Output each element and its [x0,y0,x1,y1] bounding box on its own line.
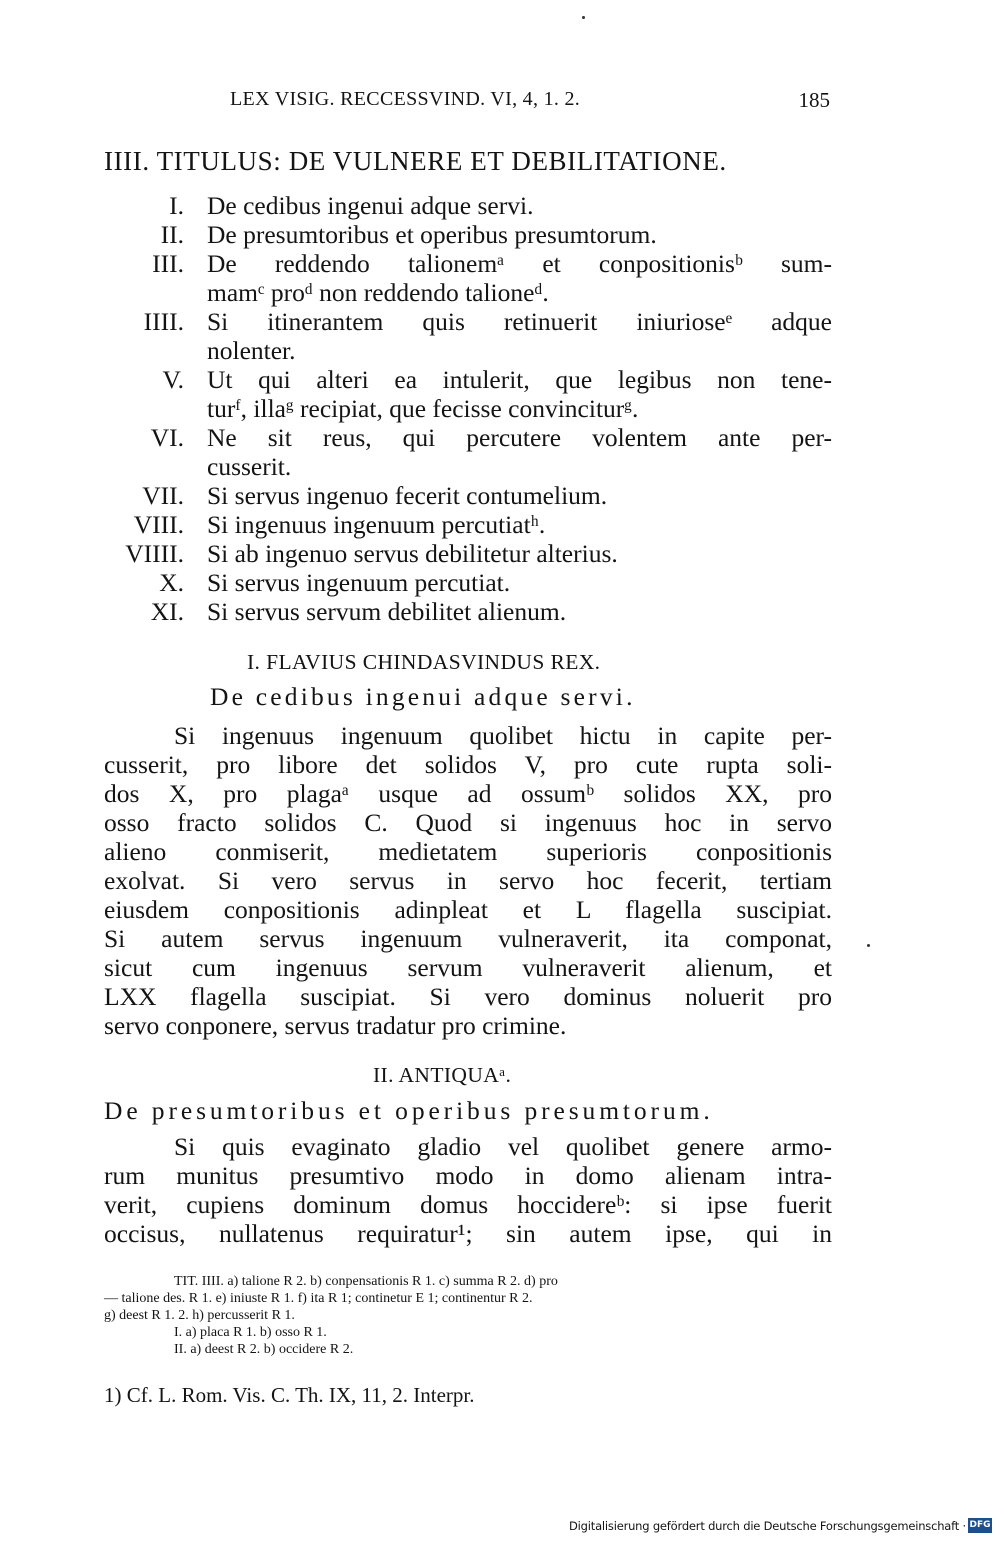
law2-text-line: rum munitus presumtivo modo in domo alienam intra- [104,1161,832,1190]
toc-entry: mamᶜ proᵈ non reddendo talioneᵈ. [207,278,549,307]
toc-entry: De presumtoribus et operibus presumtorum. [207,220,657,249]
toc-numeral: IIII. [143,307,184,336]
toc-entry: Si ingenuus ingenuum percutiatʰ. [207,510,546,539]
law1-text-line: alieno conmiserit, medietatem superioris conpositionis [104,837,832,866]
toc-numeral: III. [152,249,184,278]
ink-speck [867,944,870,947]
page-number: 185 [798,88,830,112]
ink-speck [582,16,585,19]
law1-text-line: dos X, pro plagaᵃ usque ad ossumᵇ solidos XX, pro [104,779,832,808]
law2-text-line: Si quis evaginato gladio vel quolibet genere armo- [174,1132,832,1161]
law1-title: De cedibus ingenui adque servi. [210,682,636,711]
apparatus-line: — talione des. R 1. e) iniuste R 1. f) ita R 1; continetur E 1; continentur R 2. [104,1291,533,1306]
law1-text-line: LXX flagella suscipiat. Si vero dominus noluerit pro [104,982,832,1011]
law1-text-line: Si autem servus ingenuum vulneraverit, ita componat, [104,924,832,953]
toc-numeral: V. [162,365,184,394]
toc-entry: De reddendo talionemᵃ et conpositionisᵇ sum- [207,249,832,278]
toc-entry: Ut qui alteri ea intulerit, que legibus non tene- [207,365,832,394]
toc-entry: De cedibus ingenui adque servi. [207,191,534,220]
apparatus-line: I. a) placa R 1. b) osso R 1. [174,1325,327,1340]
apparatus-line: II. a) deest R 2. b) occidere R 2. [174,1342,354,1357]
toc-entry: Si itinerantem quis retinuerit iniurioseᵉ adque [207,307,832,336]
toc-numeral: VI. [150,423,184,452]
toc-numeral: VII. [142,481,184,510]
law1-text-line: servo conponere, servus tradatur pro crimine. [104,1011,567,1040]
law2-heading: II. ANTIQUAᵃ. [373,1063,512,1087]
title-heading: IIII. TITULUS: DE VULNERE ET DEBILITATIONE. [104,146,727,176]
apparatus-line: TIT. IIII. a) talione R 2. b) conpensationis R 1. c) summa R 2. d) pro [174,1274,558,1289]
law1-text-line: eiusdem conpositionis adinpleat et L flagella suscipiat. [104,895,832,924]
law1-text-line: osso fracto solidos C. Quod si ingenuus hoc in servo [104,808,832,837]
running-head: LEX VISIG. RECCESSVIND. VI, 4, 1. 2. [230,88,581,110]
toc-entry: Ne sit reus, qui percutere volentem ante per- [207,423,832,452]
law1-text-line: Si ingenuus ingenuum quolibet hictu in capite per- [174,721,832,750]
law2-title: De presumtoribus et operibus presumtorum. [104,1096,714,1125]
toc-numeral: X. [159,568,184,597]
toc-entry: Si servus servum debilitet alienum. [207,597,567,626]
law1-text-line: cusserit, pro libore det solidos V, pro cute rupta soli- [104,750,832,779]
law2-text-line: occisus, nullatenus requiratur¹; sin autem ipse, qui in [104,1219,832,1248]
toc-entry: turᶠ, illaᵍ recipiat, que fecisse convinciturᵍ. [207,394,639,423]
source-note: 1) Cf. L. Rom. Vis. C. Th. IX, 11, 2. Interpr. [104,1383,475,1407]
digitization-credit: Digitalisierung gefördert durch die Deutsche Forschungsgemeinschaft · [569,1519,966,1533]
law1-text-line: sicut cum ingenuus servum vulneraverit alienum, et [104,953,832,982]
toc-entry: nolenter. [207,336,296,365]
toc-numeral: VIII. [133,510,184,539]
toc-entry: Si servus ingenuo fecerit contumelium. [207,481,608,510]
toc-numeral: II. [160,220,184,249]
dfg-logo-icon: DFG [968,1518,992,1533]
law2-text-line: verit, cupiens dominum domus hoccidereᵇ: si ipse fuerit [104,1190,832,1219]
toc-entry: cusserit. [207,452,292,481]
toc-numeral: I. [169,191,184,220]
toc-numeral: VIIII. [125,539,184,568]
law1-text-line: exolvat. Si vero servus in servo hoc fecerit, tertiam [104,866,832,895]
toc-entry: Si servus ingenuum percutiat. [207,568,511,597]
law1-heading: I. FLAVIUS CHINDASVINDUS REX. [247,650,601,674]
toc-entry: Si ab ingenuo servus debilitetur alterius. [207,539,618,568]
toc-numeral: XI. [150,597,184,626]
apparatus-line: g) deest R 1. 2. h) percusserit R 1. [104,1308,295,1323]
